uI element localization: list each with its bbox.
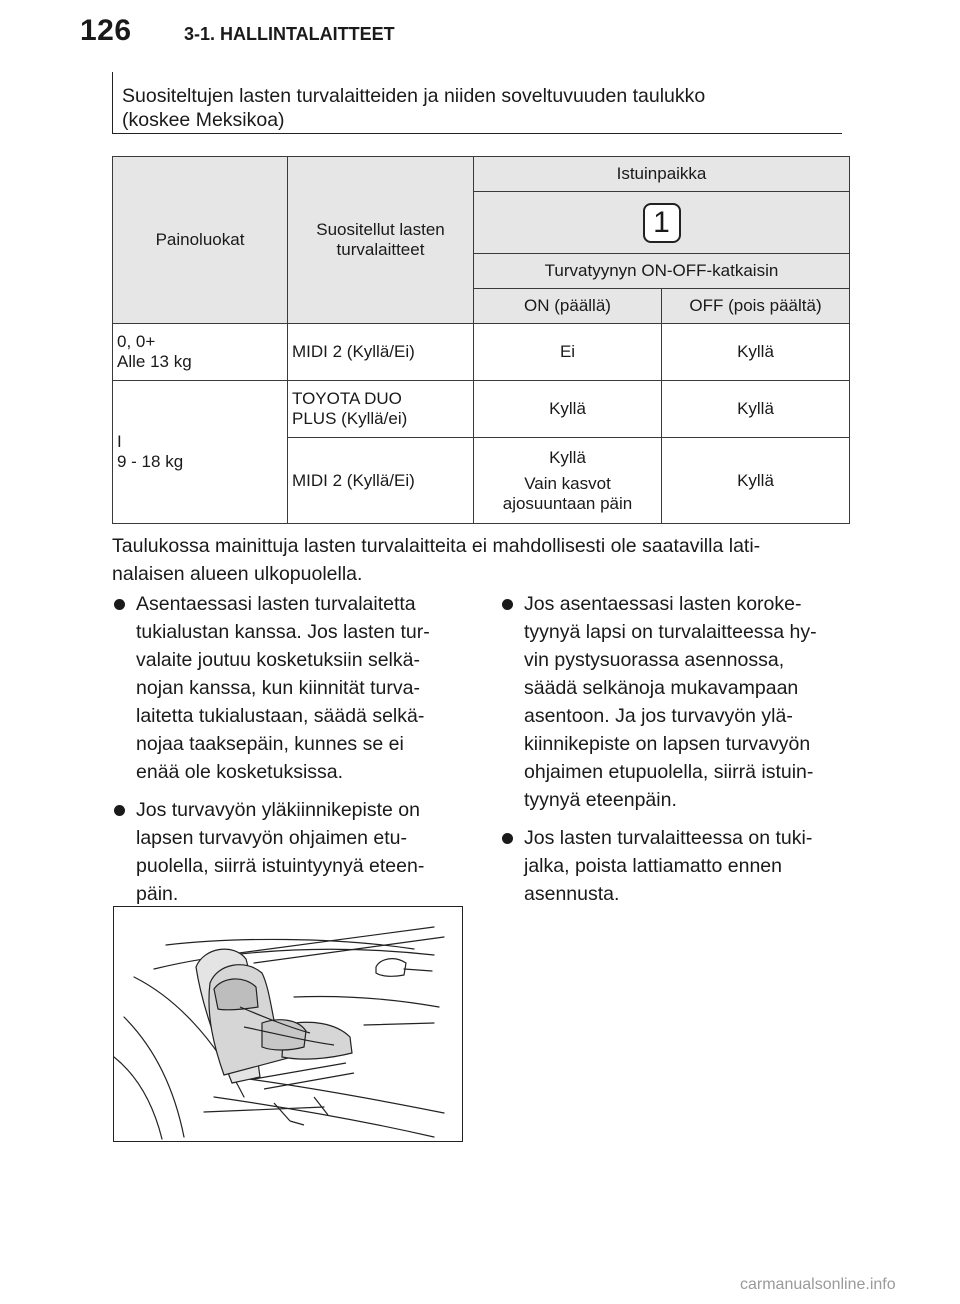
table-row <box>113 381 850 438</box>
row-on-cell: Ei <box>474 324 662 381</box>
row-weight-line: Alle 13 kg <box>117 352 192 371</box>
row-off-cell: Kyllä <box>662 381 850 438</box>
note-line-1: Taulukossa mainittuja lasten turvalaitteita ei mahdollisesti ole saatavilla lati- <box>112 535 761 557</box>
header-seat-badge-cell <box>474 192 850 254</box>
row-on-cell: Kyllä <box>474 381 662 438</box>
bullet-line: lapsen turvavyön ohjaimen etu- <box>136 827 407 849</box>
row-seat-cell <box>288 381 474 438</box>
bullet-column-right <box>500 590 840 918</box>
seat-number-badge: 1 <box>643 203 681 243</box>
table-row <box>113 324 850 381</box>
header-weight-class: Painoluokat <box>113 157 288 324</box>
bullet-dot-icon <box>114 599 125 610</box>
bullet-line: nojaa taaksepäin, kunnes se ei <box>136 733 404 755</box>
row-on-line: Vain kasvot <box>524 473 611 493</box>
child-seat-illustration <box>113 906 463 1142</box>
row-seat-line: PLUS (Kyllä/ei) <box>292 409 408 428</box>
bullet-item <box>112 590 452 786</box>
bullet-line: Jos turvavyön yläkiinnikepiste on <box>136 799 420 821</box>
caption-line-1: Suositeltujen lasten turvalaitteiden ja niiden soveltuvuuden taulukko <box>122 85 706 107</box>
header-recommended-seats <box>288 157 474 324</box>
bullet-item <box>112 796 452 908</box>
bullet-line: valaite joutuu kosketuksiin selkä- <box>136 649 420 671</box>
note-line-2: nalaisen alueen ulkopuolella. <box>112 563 363 585</box>
caption-line-2: (koskee Meksikoa) <box>122 109 285 131</box>
bullet-line: asennusta. <box>524 883 620 905</box>
page-number: 126 <box>80 14 132 47</box>
bullet-item <box>500 824 840 908</box>
bullet-line: kiinnikepiste on lapsen turvavyön <box>524 733 811 755</box>
header-on: ON (päällä) <box>474 289 662 324</box>
bullet-line: tyynyä eteenpäin. <box>524 789 677 811</box>
bullet-line: asentoon. Ja jos turvavyön ylä- <box>524 705 793 727</box>
bullet-line: Jos lasten turvalaitteessa on tuki- <box>524 827 813 849</box>
row-off-cell: Kyllä <box>662 324 850 381</box>
header-off: OFF (pois päältä) <box>662 289 850 324</box>
row-weight-line: 0, 0+ <box>117 332 156 351</box>
bullet-dot-icon <box>502 833 513 844</box>
row-seat-cell: MIDI 2 (Kyllä/Ei) <box>288 438 474 524</box>
bullet-line: laitetta tukialustaan, säädä selkä- <box>136 705 425 727</box>
bullet-item <box>500 590 840 814</box>
bullet-line: jalka, poista lattiamatto ennen <box>524 855 782 877</box>
bullet-line: enää ole kosketuksissa. <box>136 761 344 783</box>
bullet-column-left <box>112 590 452 918</box>
row-weight-cell <box>113 324 288 381</box>
bullet-line: päin. <box>136 883 179 905</box>
header-seat-position: Istuinpaikka <box>474 157 850 192</box>
row-weight-line: I <box>117 432 122 451</box>
header-recommended-line-2: turvalaitteet <box>336 240 425 259</box>
section-title: 3-1. HALLINTALAITTEET <box>184 24 395 44</box>
header-airbag-switch: Turvatyynyn ON-OFF-katkaisin <box>474 254 850 289</box>
bullet-line: nojan kanssa, kun kiinnität turva- <box>136 677 420 699</box>
bullet-line: Jos asentaessasi lasten koroke- <box>524 593 802 615</box>
bullet-line: ohjaimen etupuolella, siirrä istuin- <box>524 761 814 783</box>
availability-note <box>112 532 847 588</box>
bullet-dot-icon <box>502 599 513 610</box>
bullet-line: vin pystysuorassa asennossa, <box>524 649 785 671</box>
table-caption <box>112 72 842 134</box>
row-on-line: ajosuuntaan päin <box>502 493 633 513</box>
row-seat-cell: MIDI 2 (Kyllä/Ei) <box>288 324 474 381</box>
row-weight-cell <box>113 381 288 524</box>
bullet-line: tukialustan kanssa. Jos lasten tur- <box>136 621 430 643</box>
row-on-line: Kyllä <box>549 447 586 467</box>
row-seat-line: TOYOTA DUO <box>292 389 402 408</box>
bullet-line: säädä selkänoja mukavampaan <box>524 677 799 699</box>
car-seat-drawing <box>114 907 462 1141</box>
row-off-cell: Kyllä <box>662 438 850 524</box>
child-seat-compatibility-table <box>112 156 850 524</box>
watermark: carmanualsonline.info <box>740 1276 896 1293</box>
row-on-cell <box>474 438 662 524</box>
bullet-line: tyynyä lapsi on turvalaitteessa hy- <box>524 621 817 643</box>
row-weight-line: 9 - 18 kg <box>117 452 184 471</box>
header-recommended-line-1: Suositellut lasten <box>316 220 445 239</box>
bullet-line: Asentaessasi lasten turvalaitetta <box>136 593 416 615</box>
bullet-dot-icon <box>114 805 125 816</box>
bullet-line: puolella, siirrä istuintyynyä eteen- <box>136 855 425 877</box>
